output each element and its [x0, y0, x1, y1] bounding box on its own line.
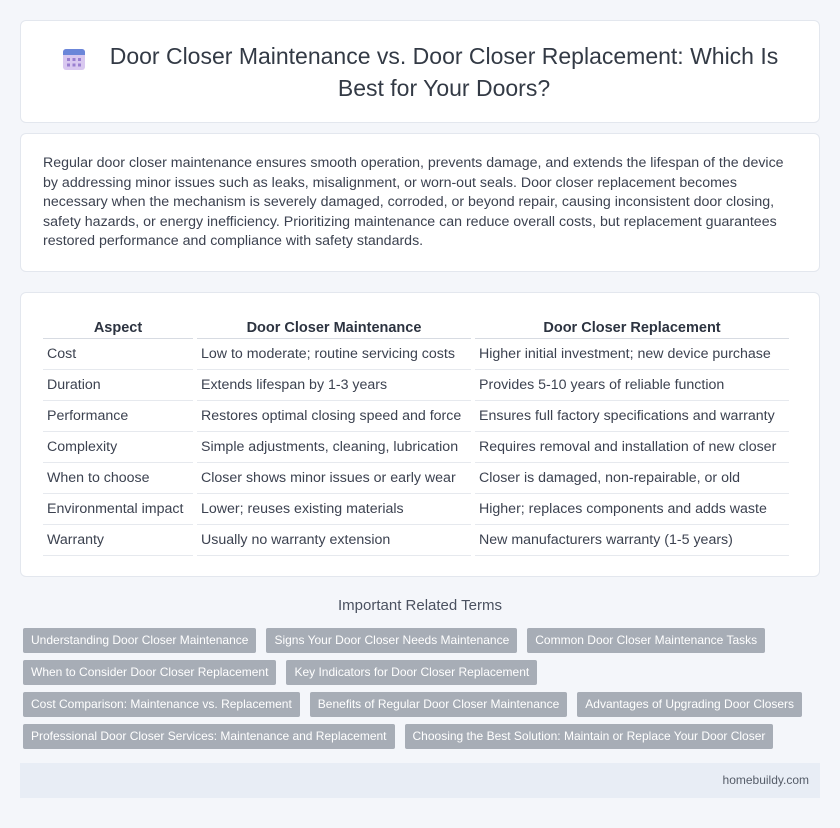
table-cell-maintenance: Usually no warranty extension	[197, 525, 471, 556]
table-cell-maintenance: Closer shows minor issues or early wear	[197, 463, 471, 494]
table-row	[43, 525, 789, 556]
related-term-tag[interactable]: Signs Your Door Closer Needs Maintenance	[266, 628, 517, 653]
related-terms-list	[20, 628, 820, 756]
related-terms-heading: Important Related Terms	[338, 597, 502, 614]
table-cell-aspect: Cost	[43, 339, 193, 370]
table-cell-aspect: Complexity	[43, 432, 193, 463]
table-row	[43, 463, 789, 494]
table-cell-aspect: Duration	[43, 370, 193, 401]
table-cell-maintenance: Simple adjustments, cleaning, lubrication	[197, 432, 471, 463]
table-header-row	[43, 311, 789, 339]
column-header-maintenance: Door Closer Maintenance	[197, 311, 471, 339]
related-term-tag[interactable]: Understanding Door Closer Maintenance	[23, 628, 256, 653]
table-cell-aspect: When to choose	[43, 463, 193, 494]
footer	[20, 763, 820, 798]
table-row	[43, 494, 789, 525]
related-term-tag[interactable]: Cost Comparison: Maintenance vs. Replacement	[23, 692, 300, 717]
column-header-aspect: Aspect	[43, 311, 193, 339]
related-term-tag[interactable]: Choosing the Best Solution: Maintain or Replace Your Door Closer	[405, 724, 774, 749]
intro-card	[20, 133, 820, 272]
comparison-card	[20, 292, 820, 577]
table-row	[43, 401, 789, 432]
calendar-icon	[61, 46, 87, 72]
table-cell-maintenance: Extends lifespan by 1-3 years	[197, 370, 471, 401]
related-term-tag[interactable]: Common Door Closer Maintenance Tasks	[527, 628, 765, 653]
table-cell-aspect: Performance	[43, 401, 193, 432]
table-row	[43, 370, 789, 401]
table-cell-replacement: Higher initial investment; new device purchase	[475, 339, 789, 370]
related-term-tag[interactable]: Key Indicators for Door Closer Replacement	[286, 660, 537, 685]
table-cell-aspect: Warranty	[43, 525, 193, 556]
table-cell-aspect: Environmental impact	[43, 494, 193, 525]
table-cell-maintenance: Restores optimal closing speed and force	[197, 401, 471, 432]
table-cell-replacement: Requires removal and installation of new closer	[475, 432, 789, 463]
table-cell-replacement: Provides 5-10 years of reliable function	[475, 370, 789, 401]
table-row	[43, 339, 789, 370]
related-term-tag[interactable]: When to Consider Door Closer Replacement	[23, 660, 276, 685]
related-term-tag[interactable]: Professional Door Closer Services: Maintenance and Replacement	[23, 724, 395, 749]
title-card	[20, 20, 820, 123]
table-cell-maintenance: Lower; reuses existing materials	[197, 494, 471, 525]
table-cell-maintenance: Low to moderate; routine servicing costs	[197, 339, 471, 370]
intro-paragraph: Regular door closer maintenance ensures smooth operation, prevents damage, and extends the lifespan of the device by addressing minor issues such as leaks, misalignment, or worn-out seals. Door closer replacement becomes necessary when the mechanism is severely damaged, corroded, or beyond repair, causing inconsistent door closing, safety hazards, or energy inefficiency. Prioritizing maintenance can reduce overall costs, but replacement guarantees restored performance and compliance with safety standards.	[43, 155, 784, 250]
footer-site-link[interactable]: homebuildy.com	[722, 773, 809, 787]
table-cell-replacement: Closer is damaged, non-repairable, or old	[475, 463, 789, 494]
related-term-tag[interactable]: Advantages of Upgrading Door Closers	[577, 692, 802, 717]
related-term-tag[interactable]: Benefits of Regular Door Closer Maintenance	[310, 692, 567, 717]
table-cell-replacement: New manufacturers warranty (1-5 years)	[475, 525, 789, 556]
page-title: Door Closer Maintenance vs. Door Closer Replacement: Which Is Best for Your Doors?	[109, 42, 779, 101]
table-row	[43, 432, 789, 463]
comparison-table	[39, 311, 793, 556]
column-header-replacement: Door Closer Replacement	[475, 311, 789, 339]
table-cell-replacement: Ensures full factory specifications and warranty	[475, 401, 789, 432]
table-cell-replacement: Higher; replaces components and adds waste	[475, 494, 789, 525]
